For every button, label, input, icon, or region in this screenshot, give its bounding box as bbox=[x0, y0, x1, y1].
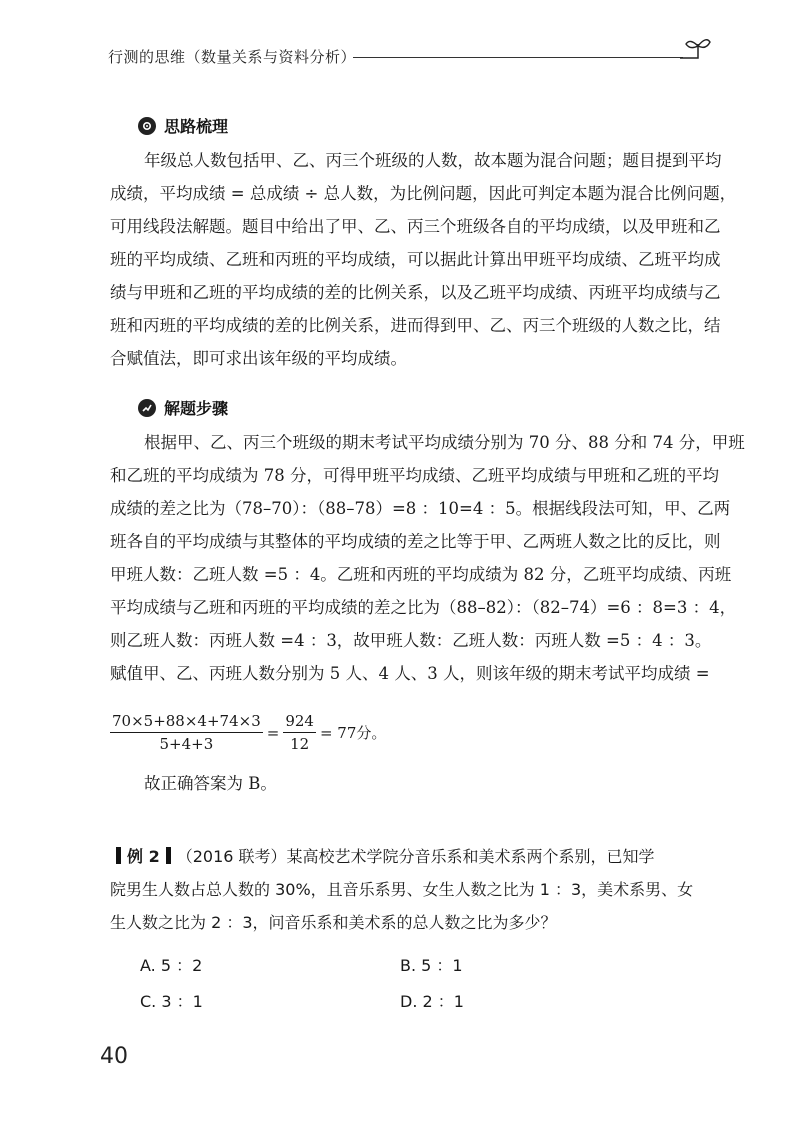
section-title: 解题步骤 bbox=[164, 399, 229, 418]
text-line: 赋值甲、乙、丙班人数分别为 5 人、4 人、3 人，则该年级的期末考试平均成绩 = bbox=[110, 664, 710, 683]
options-row bbox=[140, 982, 660, 1018]
question-line: 生人数之比为 2 ：3，问音乐系和美术系的总人数之比为多少？ bbox=[110, 913, 557, 932]
sprout-icon bbox=[678, 36, 712, 66]
fraction-1 bbox=[110, 712, 263, 753]
options-row bbox=[140, 946, 660, 982]
bar-mark bbox=[116, 847, 121, 864]
steps-paragraph bbox=[110, 426, 745, 690]
question-line bbox=[110, 840, 708, 873]
text-line: 班和丙班的平均成绩的差的比例关系，进而得到甲、乙、丙三个班级的人数之比，结 bbox=[110, 316, 721, 335]
formula-result: = 77分。 bbox=[319, 724, 387, 742]
fraction-denominator: 5+4+3 bbox=[159, 735, 214, 753]
text-line: 和乙班的平均成绩为 78 分，可得甲班平均成绩、乙班平均成绩与甲班和乙班的平均 bbox=[110, 466, 719, 485]
text-line: 平均成绩与乙班和丙班的平均成绩的差之比为（88–82）：（82–74）=6 ：8=3 ：4， bbox=[110, 598, 737, 617]
text-line: 班的平均成绩、乙班和丙班的平均成绩，可以据此计算出甲班平均成绩、乙班平均成 bbox=[110, 250, 721, 269]
option-a: A. 5 ：2 bbox=[140, 955, 203, 975]
text-line: 可用线段法解题。题目中给出了甲、乙、丙三个班级各自的平均成绩，以及甲班和乙 bbox=[110, 217, 721, 236]
header-rule bbox=[353, 57, 683, 58]
running-title: 行测的思维（数量关系与资料分析） bbox=[108, 48, 357, 66]
text-line: 合赋值法，即可求出该年级的平均成绩。 bbox=[110, 349, 407, 368]
option-b: B. 5 ：1 bbox=[400, 955, 463, 975]
section-title: 思路梳理 bbox=[164, 117, 229, 136]
example-question bbox=[110, 840, 708, 939]
option-d: D. 2 ：1 bbox=[400, 991, 464, 1011]
text-line: 成绩，平均成绩 = 总成绩 ÷ 总人数，为比例问题，因此可判定本题为混合比例问题， bbox=[110, 184, 737, 203]
text-line: 根据甲、乙、丙三个班级的期末考试平均成绩分别为 70 分、88 分和 74 分，甲班 bbox=[144, 433, 745, 452]
question-text: （2016 联考）某高校艺术学院分音乐系和美术系两个系别，已知学 bbox=[176, 847, 655, 866]
example-tag: 例 2 bbox=[127, 847, 160, 866]
text-line: 成绩的差之比为（78–70）：（88–78）=8 ：10=4 ：5。根据线段法可知，甲、乙两 bbox=[110, 499, 731, 518]
fraction-numerator: 70×5+88×4+74×3 bbox=[110, 712, 263, 733]
text-line: 绩与甲班和乙班的平均成绩的差的比例关系，以及乙班平均成绩、丙班平均成绩与乙 bbox=[110, 283, 721, 302]
text-line: 甲班人数：乙班人数 =5 ：4。乙班和丙班的平均成绩为 82 分，乙班平均成绩、丙班 bbox=[110, 565, 732, 584]
equals-sign: = bbox=[266, 723, 280, 742]
steps-icon bbox=[138, 399, 156, 417]
analysis-paragraph bbox=[110, 144, 737, 375]
section-heading-analysis bbox=[138, 114, 228, 137]
gear-icon bbox=[138, 117, 156, 135]
answer-line: 故正确答案为 B。 bbox=[144, 774, 277, 793]
text-line: 年级总人数包括甲、乙、丙三个班级的人数，故本题为混合问题；题目提到平均 bbox=[144, 151, 722, 170]
option-c: C. 3 ：1 bbox=[140, 991, 203, 1011]
text-line: 则乙班人数：丙班人数 =4 ：3，故甲班人数：乙班人数：丙班人数 =5 ：4 ：3。 bbox=[110, 631, 712, 650]
page-number: 40 bbox=[100, 1044, 128, 1069]
fraction-numerator: 924 bbox=[283, 712, 316, 733]
answer-options bbox=[140, 946, 660, 1018]
text-line: 班各自的平均成绩与其整体的平均成绩的差之比等于甲、乙两班人数之比的反比，则 bbox=[110, 532, 721, 551]
fraction-denominator: 12 bbox=[290, 735, 310, 753]
fraction-2 bbox=[283, 712, 316, 753]
section-heading-steps bbox=[138, 396, 228, 419]
question-line: 院男生人数占总人数的 30%，且音乐系男、女生人数之比为 1 ：3，美术系男、女 bbox=[110, 880, 694, 899]
average-formula bbox=[110, 712, 386, 753]
bar-mark bbox=[166, 847, 171, 864]
